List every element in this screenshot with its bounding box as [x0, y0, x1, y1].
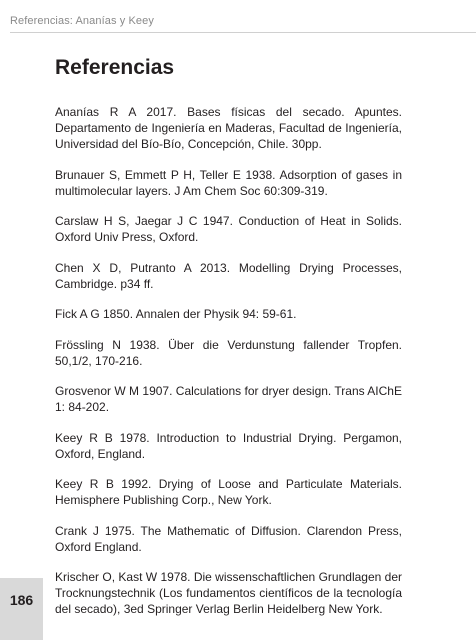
page-number-tab [0, 578, 43, 640]
page-title: Referencias [55, 56, 175, 79]
reference-item: Krischer O, Kast W 1978. Die wissenschaftlichen Grundlagen der Trocknungstechnik (Los fundamentos científicos de la tecnología del secado), 3ed Springer Verlag Berlin Heidelberg New York. [55, 570, 402, 616]
running-header: Referencias: Ananías y Keey [10, 15, 154, 27]
header-divider [10, 32, 476, 33]
reference-list [55, 104, 402, 632]
reference-item: Carslaw H S, Jaegar J C 1947. Conduction of Heat in Solids. Oxford Univ Press, Oxford. [55, 214, 402, 244]
reference-item: Ananías R A 2017. Bases físicas del secado. Apuntes. Departamento de Ingeniería en Maderas, Facultad de Ingeniería, Universidad del Bío-Bío, Concepción, Chile. 30pp. [55, 105, 402, 151]
reference-item: Grosvenor W M 1907. Calculations for dryer design. Trans AIChE 1: 84-202. [55, 384, 402, 414]
reference-item: Keey R B 1978. Introduction to Industrial Drying. Pergamon, Oxford, England. [55, 430, 402, 461]
reference-item: Frössling N 1938. Über die Verdunstung fallender Tropfen. 50,1/2, 170-216. [55, 337, 402, 368]
reference-item: Crank J 1975. The Mathematic of Diffusion. Clarendon Press, Oxford England. [55, 523, 402, 554]
reference-item: Fick A G 1850. Annalen der Physik 94: 59-61. [55, 307, 297, 321]
reference-item: Brunauer S, Emmett P H, Teller E 1938. Adsorption of gases in multimolecular layers. J Am Chem Soc 60:309-319. [55, 167, 402, 198]
reference-item: Keey R B 1992. Drying of Loose and Particulate Materials. Hemisphere Publishing Corp., New York. [55, 477, 402, 507]
reference-item: Chen X D, Putranto A 2013. Modelling Drying Processes, Cambridge. p34 ff. [55, 260, 402, 291]
page-number: 186 [9, 592, 34, 608]
